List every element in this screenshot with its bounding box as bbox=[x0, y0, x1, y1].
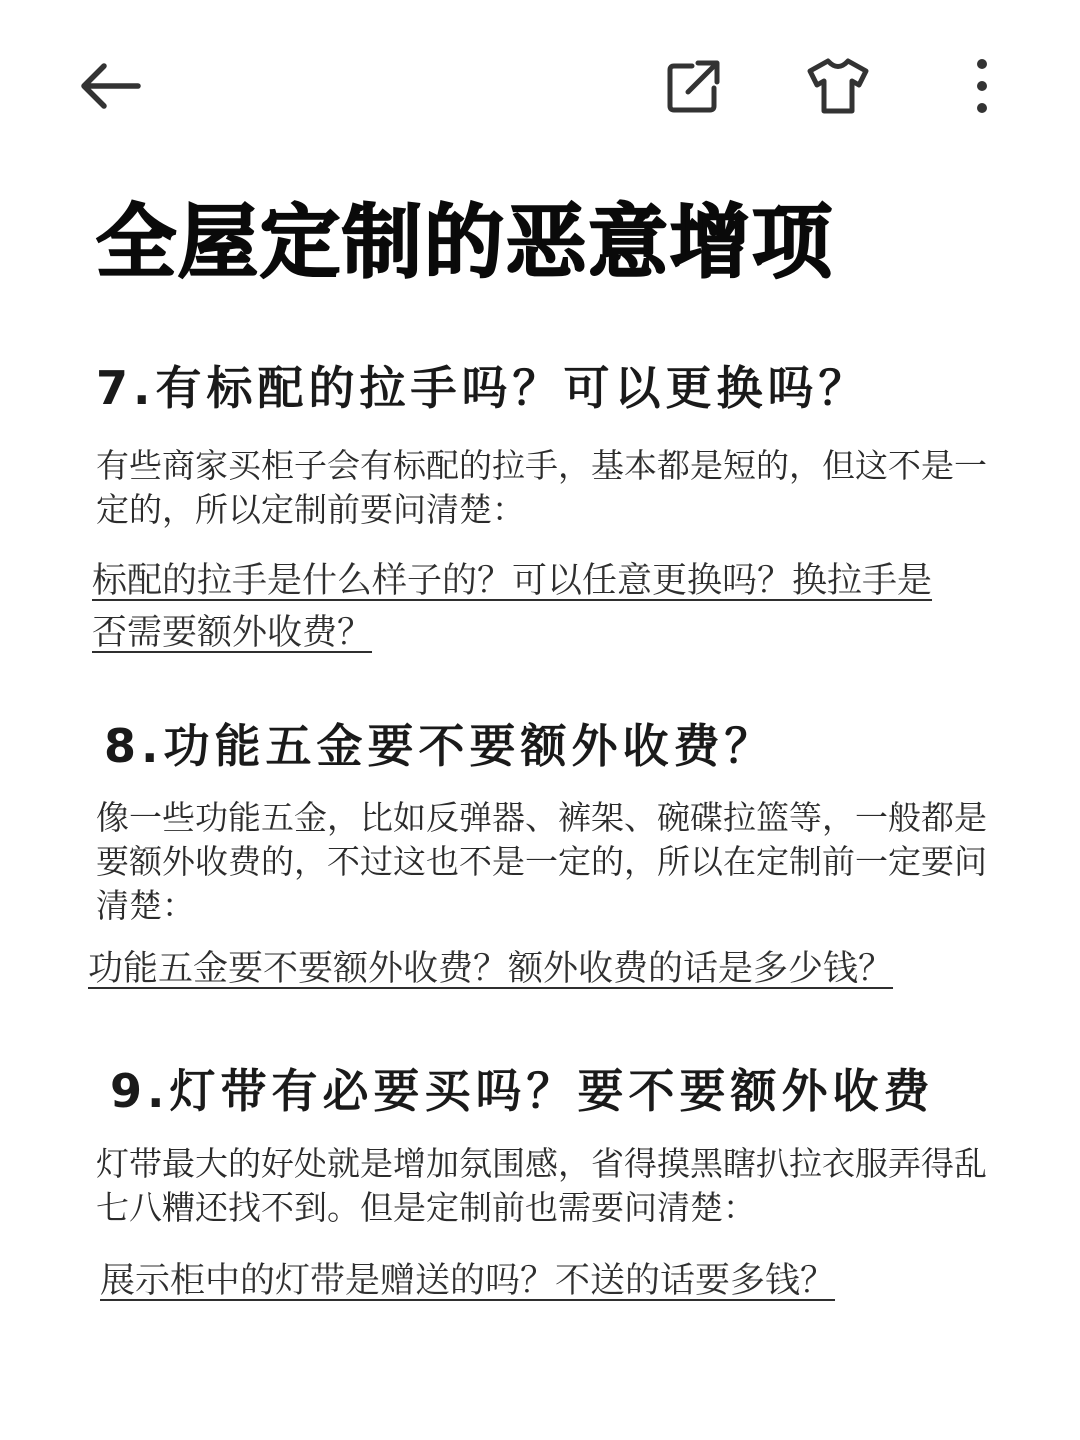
section-question bbox=[92, 555, 942, 659]
section-question bbox=[88, 943, 988, 995]
more-vertical-icon[interactable] bbox=[962, 54, 1002, 118]
arrow-left-icon[interactable] bbox=[76, 58, 142, 114]
section-heading: 9.灯带有必要买吗？要不要额外收费 bbox=[110, 1064, 935, 1118]
section-body: 像一些功能五金，比如反弹器、裤架、碗碟拉篮等，一般都是要额外收费的，不过这也不是一定的，所以在定制前一定要问清楚： bbox=[96, 798, 987, 925]
section-question bbox=[100, 1255, 1000, 1307]
section-question-text: 功能五金要不要额外收费？额外收费的话是多少钱？ bbox=[88, 949, 894, 989]
page-title: 全屋定制的恶意增项 bbox=[96, 196, 834, 289]
top-toolbar bbox=[0, 0, 1080, 170]
section-body: 灯带最大的好处就是增加氛围感，省得摸黑瞎扒拉衣服弄得乱七八糟还找不到。但是定制前也需要问清楚： bbox=[96, 1144, 987, 1227]
section-heading: 8.功能五金要不要额外收费？ bbox=[104, 719, 776, 773]
tshirt-icon[interactable] bbox=[806, 56, 870, 116]
section-question-text: 展示柜中的灯带是赠送的吗？不送的话要多钱？ bbox=[100, 1261, 836, 1301]
section-body: 有些商家买柜子会有标配的拉手，基本都是短的，但这不是一定的，所以定制前要问清楚： bbox=[96, 446, 987, 529]
section-heading: 7.有标配的拉手吗？可以更换吗？ bbox=[96, 361, 870, 415]
share-external-icon[interactable] bbox=[664, 56, 724, 116]
section-question-text: 标配的拉手是什么样子的？可以任意更换吗？换拉手是否需要额外收费？ bbox=[92, 561, 933, 653]
